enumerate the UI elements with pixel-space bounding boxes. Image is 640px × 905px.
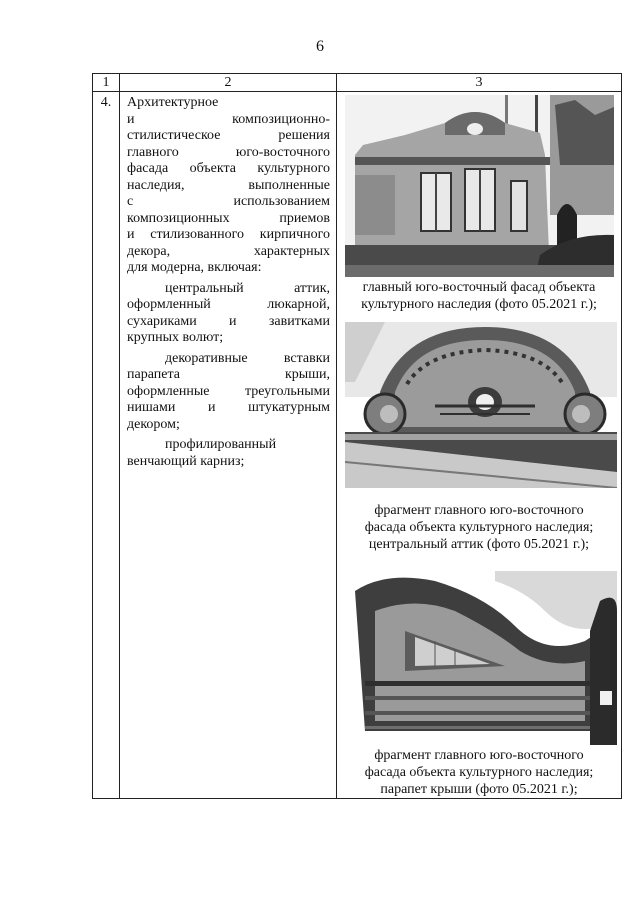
description-line: и стилизованного кирпичного	[127, 227, 330, 242]
description-line: с использованием	[127, 194, 330, 209]
attic-photo-caption: фрагмент главного юго-восточного фасада объекта культурного наследия; центральный аттик (фото 05.2021 г.);	[364, 503, 594, 552]
description-line: Архитектурное	[127, 95, 219, 110]
feature-item-last-line: венчающий карниз;	[127, 453, 245, 469]
feature-item	[127, 351, 330, 434]
description-line: и композиционно-	[127, 111, 330, 127]
photo-block-parapet	[337, 571, 621, 798]
heritage-table	[92, 73, 622, 799]
feature-item	[127, 437, 330, 470]
description-line: фасада объекта культурного	[127, 161, 330, 176]
table-header-row	[93, 74, 622, 92]
description-line: для модерна, включая:	[127, 260, 262, 275]
column-header-3: 3	[337, 74, 622, 92]
feature-item-line: парапета крыши,	[127, 367, 330, 382]
feature-item-first-line: профилированный	[165, 437, 277, 452]
feature-item-line: оформленный люкарной,	[127, 297, 330, 312]
facade-photo	[345, 95, 614, 277]
attic-photo	[345, 322, 617, 488]
description-line: стилистическое решения	[127, 128, 330, 143]
feature-item-line: оформленные треугольными	[127, 383, 330, 399]
feature-item-line: нишами и штукатурным	[127, 400, 330, 415]
facade-photo-caption: главный юго-восточный фасад объекта культурного наследия (фото 05.2021 г.);	[361, 280, 597, 312]
feature-item-first-line: центральный аттик,	[165, 280, 330, 296]
feature-item	[127, 281, 330, 347]
photo-block-attic	[337, 322, 621, 553]
parapet-photo	[345, 571, 617, 745]
column-header-2: 2	[120, 74, 337, 92]
description-line: главного юго-восточного	[127, 144, 330, 160]
description-line: наследия, выполненные	[127, 177, 330, 193]
feature-item-last-line: декором;	[127, 416, 180, 432]
description-items	[127, 281, 330, 471]
column-header-1: 1	[93, 74, 120, 92]
description-cell	[120, 92, 337, 799]
feature-item-line: сухариками и завитками	[127, 313, 330, 329]
feature-item-first-line: декоративные вставки	[165, 350, 330, 366]
parapet-photo-caption: фрагмент главного юго-восточного фасада объекта культурного наследия; парапет крыши (фото 05.2021 г.);	[364, 748, 594, 797]
description-line: композиционных приемов	[127, 210, 330, 226]
description-text	[127, 95, 330, 277]
description-line: декора, характерных	[127, 243, 330, 259]
photo-block-facade	[337, 95, 621, 313]
page-number: 6	[316, 38, 324, 55]
feature-item-last-line: крупных волют;	[127, 330, 224, 345]
table-row	[93, 92, 622, 799]
row-number: 4.	[93, 92, 120, 799]
photo-cell	[337, 92, 622, 799]
